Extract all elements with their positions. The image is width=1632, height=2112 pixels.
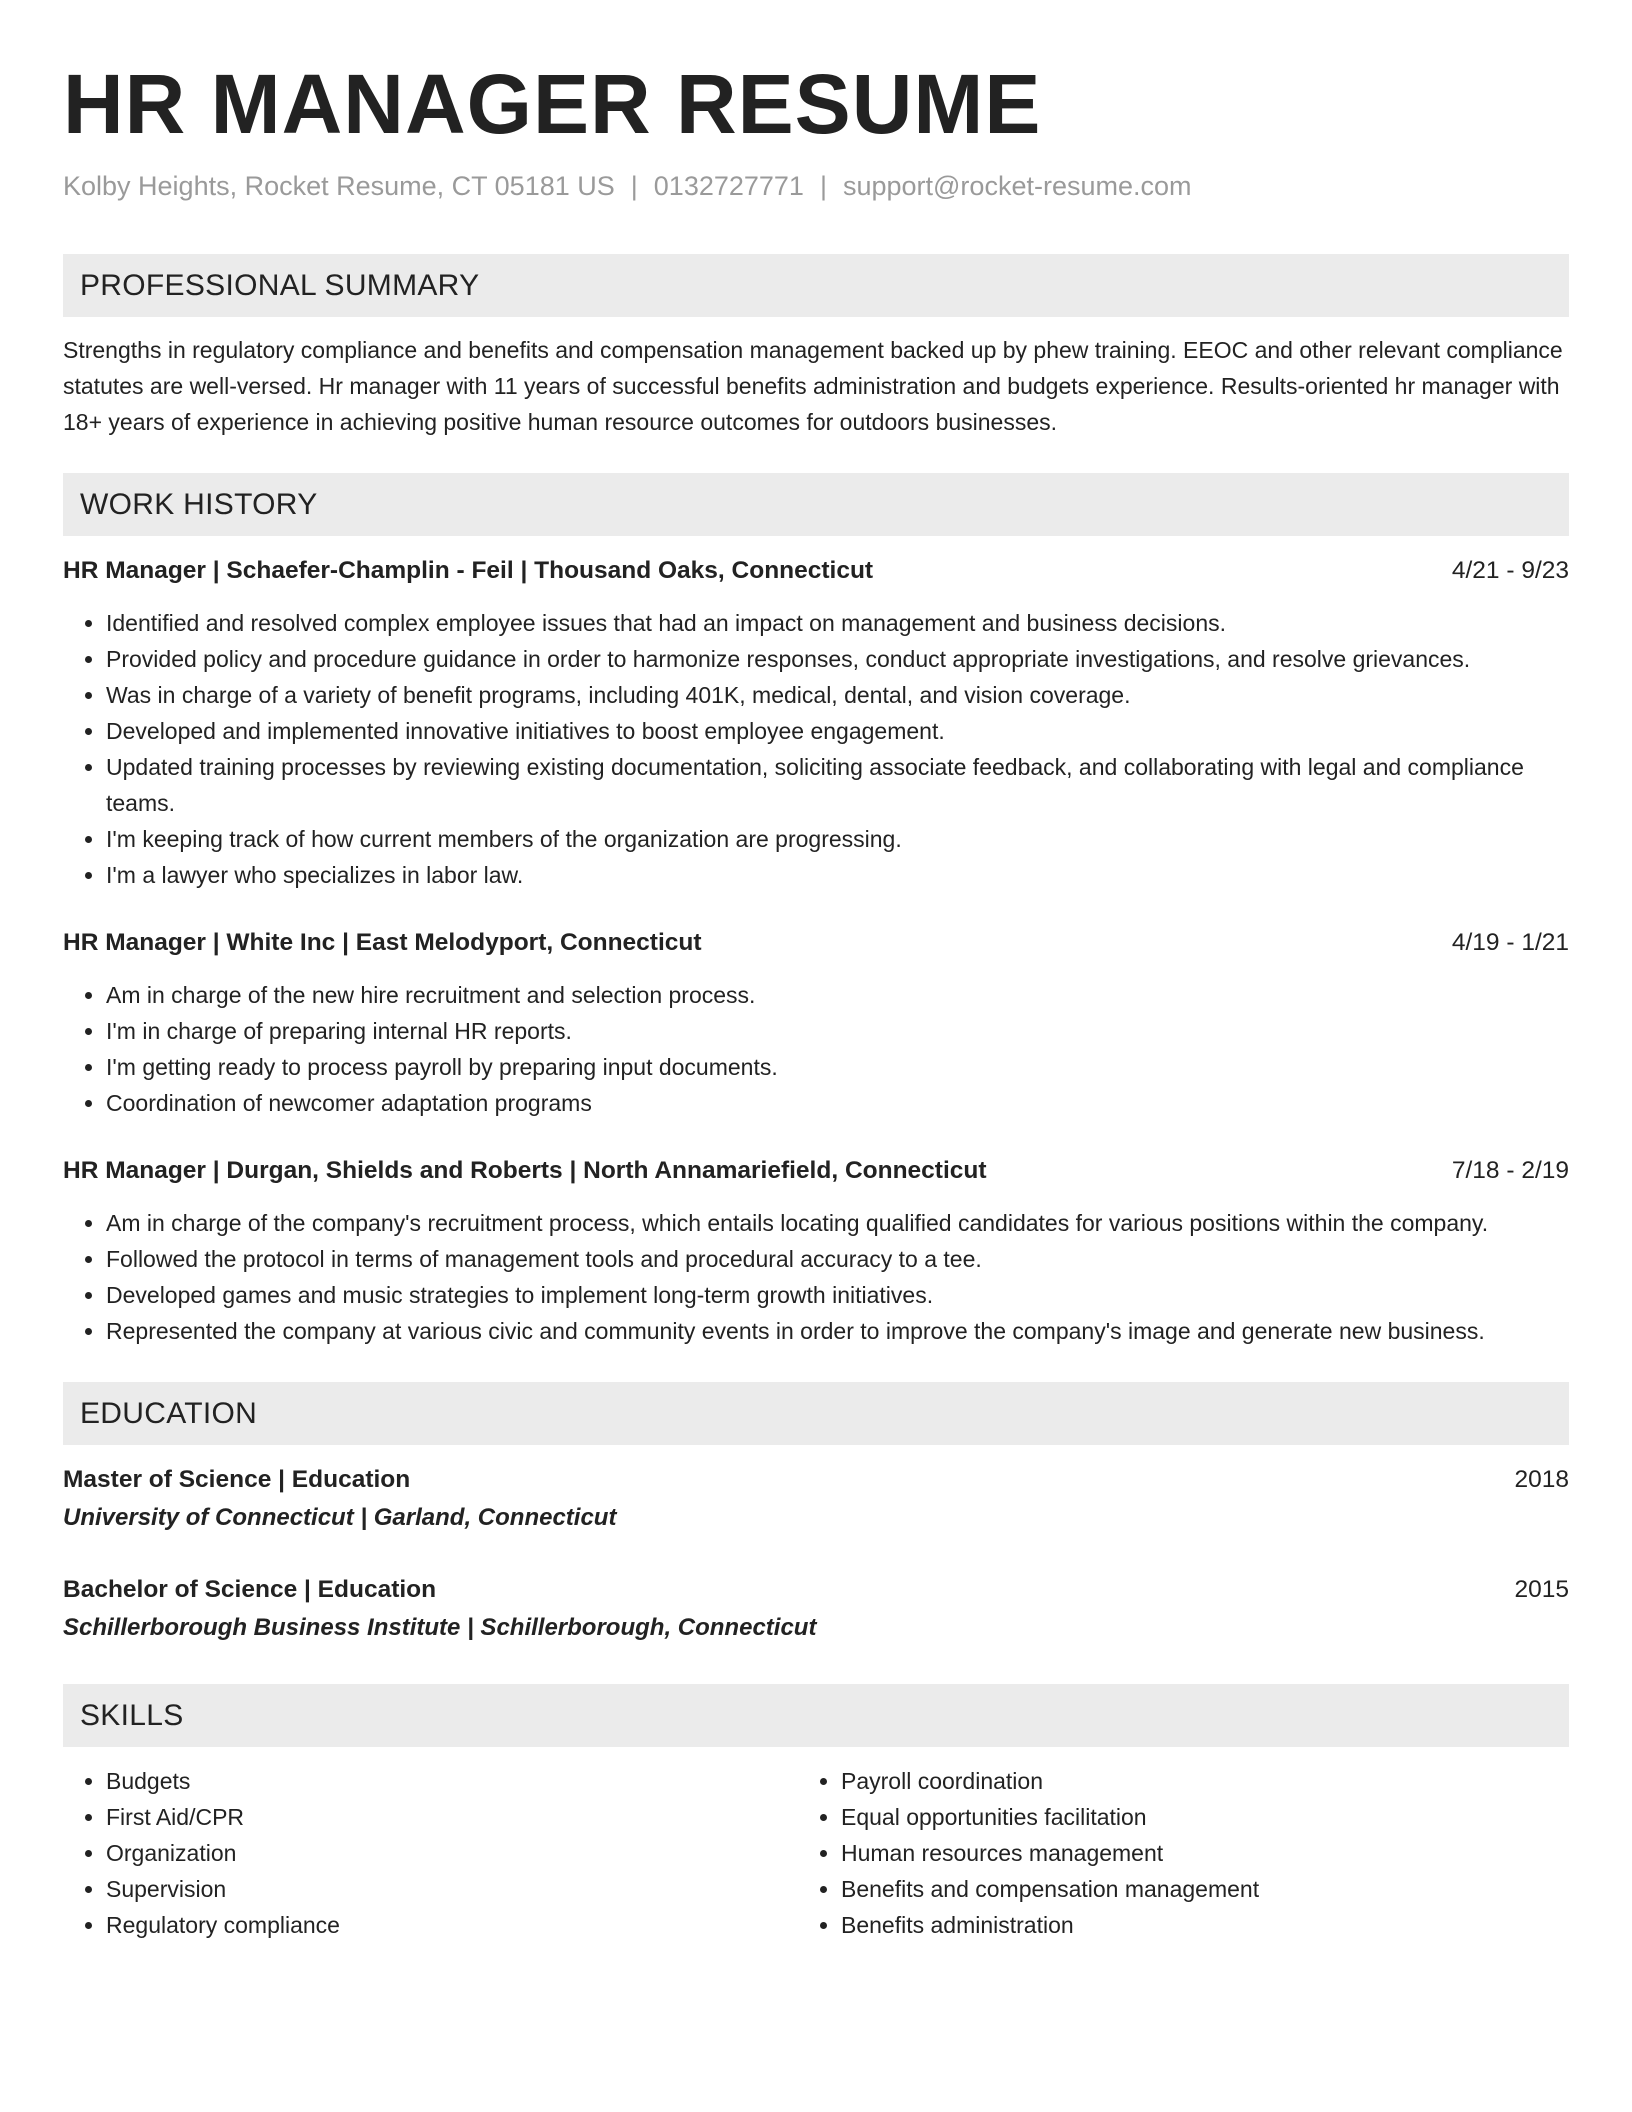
contact-line bbox=[63, 168, 1569, 204]
skill-item: • Human resources management bbox=[841, 1835, 1533, 1871]
skills-grid bbox=[63, 1763, 1569, 1943]
skill-item: • Supervision bbox=[106, 1871, 798, 1907]
contact-phone: 0132727771 bbox=[653, 171, 804, 201]
job-title: HR Manager | White Inc | East Melodyport, Connecticut bbox=[63, 929, 702, 956]
contact-separator: | bbox=[630, 171, 638, 201]
skill-item: • Benefits and compensation management bbox=[841, 1871, 1533, 1907]
job-entry bbox=[63, 925, 1569, 1121]
job-bullet: • Was in charge of a variety of benefit programs, including 401K, medical, dental, and vision coverage. bbox=[106, 677, 1569, 713]
resume-title: HR MANAGER RESUME bbox=[63, 57, 1042, 151]
job-bullet: • I'm getting ready to process payroll by preparing input documents. bbox=[106, 1049, 1569, 1085]
section-header-summary: PROFESSIONAL SUMMARY bbox=[63, 254, 1569, 317]
skills-column-right bbox=[798, 1763, 1533, 1943]
job-header bbox=[63, 553, 1569, 589]
job-entry bbox=[63, 553, 1569, 893]
job-dates: 7/18 - 2/19 bbox=[1451, 1157, 1569, 1184]
job-bullets bbox=[63, 605, 1569, 893]
education-school: Schillerborough Business Institute | Schillerborough, Connecticut bbox=[63, 1614, 817, 1641]
job-bullet: • Followed the protocol in terms of management tools and procedural accuracy to a tee. bbox=[106, 1241, 1569, 1277]
job-header bbox=[63, 925, 1569, 961]
job-dates: 4/19 - 1/21 bbox=[1451, 929, 1569, 956]
education-header bbox=[63, 1572, 1569, 1608]
job-bullet: • Coordination of newcomer adaptation programs bbox=[106, 1085, 1569, 1121]
education-degree: Master of Science | Education bbox=[63, 1466, 411, 1493]
job-title: HR Manager | Schaefer-Champlin - Feil | Thousand Oaks, Connecticut bbox=[63, 557, 874, 584]
job-bullet: • Am in charge of the new hire recruitment and selection process. bbox=[106, 977, 1569, 1013]
skill-item: • Organization bbox=[106, 1835, 798, 1871]
education-header bbox=[63, 1462, 1569, 1498]
job-bullet: • Provided policy and procedure guidance in order to harmonize responses, conduct appropriate investigations, and resolve grievances. bbox=[106, 641, 1569, 677]
skills-column-left bbox=[63, 1763, 798, 1943]
job-bullets bbox=[63, 977, 1569, 1121]
education-degree: Bachelor of Science | Education bbox=[63, 1576, 437, 1603]
skills-list bbox=[798, 1763, 1533, 1943]
section-header-skills: SKILLS bbox=[63, 1684, 1569, 1747]
job-header bbox=[63, 1153, 1569, 1189]
skill-item: • Equal opportunities facilitation bbox=[841, 1799, 1533, 1835]
education-year: 2015 bbox=[1514, 1576, 1569, 1603]
contact-separator: | bbox=[819, 171, 827, 201]
education-entry bbox=[63, 1572, 1569, 1646]
job-entry bbox=[63, 1153, 1569, 1349]
skill-item: • Benefits administration bbox=[841, 1907, 1533, 1943]
education-year: 2018 bbox=[1514, 1466, 1569, 1493]
education-school: University of Connecticut | Garland, Connecticut bbox=[63, 1504, 617, 1531]
skill-item: • First Aid/CPR bbox=[106, 1799, 798, 1835]
skills-list bbox=[63, 1763, 798, 1943]
skill-item: • Budgets bbox=[106, 1763, 798, 1799]
job-title: HR Manager | Durgan, Shields and Roberts | North Annamariefield, Connecticut bbox=[63, 1157, 987, 1184]
job-dates: 4/21 - 9/23 bbox=[1451, 557, 1569, 584]
contact-address: Kolby Heights, Rocket Resume, CT 05181 US bbox=[63, 171, 615, 201]
education-entry bbox=[63, 1462, 1569, 1536]
summary-text: Strengths in regulatory compliance and benefits and compensation management backed up by phew training. EEOC and other relevant compliance statutes are well-versed. Hr manager with 11 years of successful benefits administration and budgets experience. Results-oriented hr manager with 18+ years of experience in achieving positive human resource outcomes for outdoors businesses. bbox=[63, 337, 1563, 435]
job-bullet: • I'm a lawyer who specializes in labor law. bbox=[106, 857, 1569, 893]
section-header-work-history: WORK HISTORY bbox=[63, 473, 1569, 536]
job-bullet: • Updated training processes by reviewing existing documentation, soliciting associate feedback, and collaborating with legal and compliance teams. bbox=[106, 749, 1569, 821]
job-bullet: • I'm keeping track of how current members of the organization are progressing. bbox=[106, 821, 1569, 857]
job-bullet: • Developed and implemented innovative initiatives to boost employee engagement. bbox=[106, 713, 1569, 749]
job-bullet: • Developed games and music strategies to implement long-term growth initiatives. bbox=[106, 1277, 1569, 1313]
job-bullet: • I'm in charge of preparing internal HR reports. bbox=[106, 1013, 1569, 1049]
job-bullet: • Represented the company at various civic and community events in order to improve the company's image and generate new business. bbox=[106, 1313, 1569, 1349]
job-bullet: • Identified and resolved complex employee issues that had an impact on management and business decisions. bbox=[106, 605, 1569, 641]
skill-item: • Payroll coordination bbox=[841, 1763, 1533, 1799]
job-bullets bbox=[63, 1205, 1569, 1349]
skill-item: • Regulatory compliance bbox=[106, 1907, 798, 1943]
job-bullet: • Am in charge of the company's recruitment process, which entails locating qualified candidates for various positions within the company. bbox=[106, 1205, 1569, 1241]
contact-email: support@rocket-resume.com bbox=[842, 171, 1192, 201]
section-header-education: EDUCATION bbox=[63, 1382, 1569, 1445]
